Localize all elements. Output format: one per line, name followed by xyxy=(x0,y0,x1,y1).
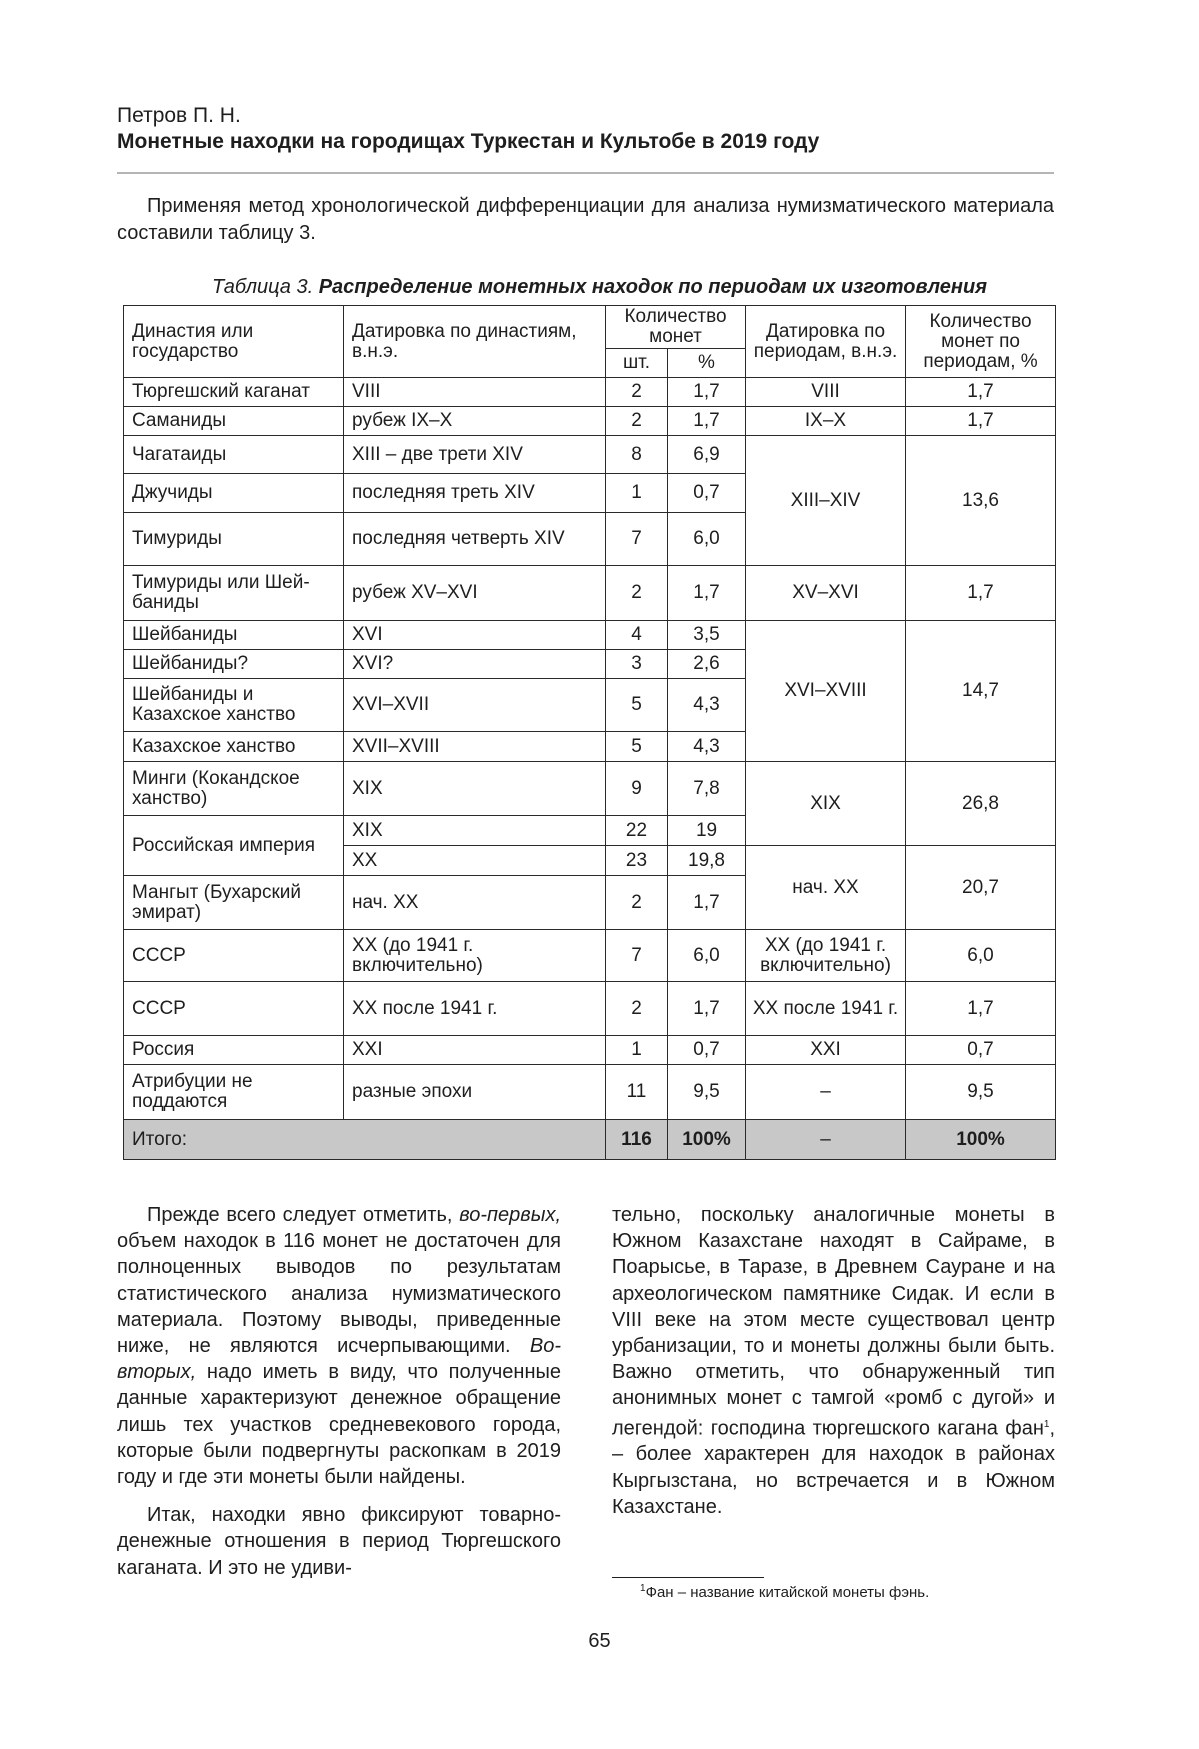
running-header-author: Петров П. Н. xyxy=(117,104,241,127)
cell-period-dating: VIII xyxy=(746,378,906,407)
text-run: тельно, поскольку аналогичные монеты в Южном Казахстане находят в Сайраме, в Поарысье, в Таразе, в Древнем Сауране и на археологическом памятнике Сидак. И если в VIII веке на этом месте существовал центр урбанизации, то и монеты должны были быть. Важно отметить, что обнаруженный тип анонимных монет с тамгой «ромб с дугой» и легендой: господина тюргешского кагана фан xyxy=(612,1204,1055,1440)
cell-dynasty: Шейбаниды xyxy=(124,621,344,650)
header-dating-period: Датировка по периодам, в.н.э. xyxy=(746,306,906,378)
cell-pct: 1,7 xyxy=(668,876,746,930)
footnote-text: Фан – название китайской монеты фэнь. xyxy=(645,1584,930,1601)
cell-pct: 2,6 xyxy=(668,650,746,679)
cell-pct: 0,7 xyxy=(668,1036,746,1065)
total-count-period: 100% xyxy=(906,1120,1056,1160)
text-run: , – более характерен для находок в районах Кыргызстана, но встречается и в Южном Казахстане. xyxy=(612,1417,1055,1518)
cell-pcs: 2 xyxy=(606,876,668,930)
table-header-row xyxy=(124,306,1056,349)
cell-dating: разные эпохи xyxy=(344,1065,606,1120)
table-row xyxy=(124,930,1056,982)
table-row xyxy=(124,436,1056,474)
cell-pcs: 2 xyxy=(606,982,668,1036)
cell-period-dating: XIII–XIV xyxy=(746,436,906,566)
cell-period-pct: 20,7 xyxy=(906,846,1056,930)
footnote-reference[interactable]: 1 xyxy=(1043,1418,1050,1430)
cell-dating: XIX xyxy=(344,762,606,816)
paragraph xyxy=(612,1202,1055,1520)
header-count: Количество монет xyxy=(606,306,746,349)
cell-period-dating: XIX xyxy=(746,762,906,846)
cell-dating: XX xyxy=(344,846,606,876)
cell-pct: 6,9 xyxy=(668,436,746,474)
cell-dating: последняя четверть XIV xyxy=(344,513,606,566)
table-caption-title: Распределение монетных находок по периодам их изготовления xyxy=(318,276,987,298)
table-row xyxy=(124,982,1056,1036)
cell-pcs: 1 xyxy=(606,474,668,513)
intro-paragraph: Применяя метод хронологической дифференциации для анализа нумизматического материала составили таблицу 3. xyxy=(117,195,1054,244)
cell-pct: 19 xyxy=(668,816,746,846)
text-run: объем находок в 116 монет не достаточен для полноценных выводов по результатам статистического анализа нумизматического материала. Поэтому выводы, приведенные ниже, не являются исчерпывающими. xyxy=(117,1230,561,1358)
header-dynasty: Династия или государство xyxy=(124,306,344,378)
total-label: Итого: xyxy=(124,1120,606,1160)
table-row xyxy=(124,407,1056,436)
cell-period-dating: XVI–XVIII xyxy=(746,621,906,762)
cell-pcs: 7 xyxy=(606,513,668,566)
cell-dynasty: Тюргешский каганат xyxy=(124,378,344,407)
cell-dynasty: Казахское ханство xyxy=(124,732,344,762)
table-row xyxy=(124,762,1056,816)
cell-pcs: 2 xyxy=(606,407,668,436)
header-divider xyxy=(117,172,1054,174)
header-count-period: Количество монет по периодам, % xyxy=(906,306,1056,378)
cell-dynasty: СССР xyxy=(124,982,344,1036)
table-row xyxy=(124,566,1056,621)
cell-dating: XXI xyxy=(344,1036,606,1065)
cell-pcs: 22 xyxy=(606,816,668,846)
cell-period-pct: 1,7 xyxy=(906,407,1056,436)
cell-pct: 1,7 xyxy=(668,407,746,436)
cell-pcs: 8 xyxy=(606,436,668,474)
table-caption-label: Таблица 3. xyxy=(212,276,314,298)
footnote xyxy=(640,1583,929,1601)
cell-period-pct: 0,7 xyxy=(906,1036,1056,1065)
table-row xyxy=(124,1036,1056,1065)
cell-period-pct: 1,7 xyxy=(906,566,1056,621)
cell-pcs: 5 xyxy=(606,732,668,762)
total-pct: 100% xyxy=(668,1120,746,1160)
header-pct: % xyxy=(668,349,746,378)
footnote-divider xyxy=(612,1577,764,1578)
cell-period-dating: – xyxy=(746,1065,906,1120)
total-pcs: 116 xyxy=(606,1120,668,1160)
cell-pcs: 4 xyxy=(606,621,668,650)
emphasis: Во-вторых, xyxy=(117,1335,561,1384)
cell-dating: XX после 1941 г. xyxy=(344,982,606,1036)
cell-dating: XVI–XVII xyxy=(344,679,606,732)
cell-dating: XVI xyxy=(344,621,606,650)
table-caption xyxy=(0,276,1199,299)
page-number: 65 xyxy=(588,1630,611,1652)
table-total-row xyxy=(124,1120,1056,1160)
cell-period-dating: нач. XX xyxy=(746,846,906,930)
cell-dating: нач. XX xyxy=(344,876,606,930)
cell-pcs: 9 xyxy=(606,762,668,816)
header-pcs: шт. xyxy=(606,349,668,378)
cell-dynasty: Минги (Кокандское ханство) xyxy=(124,762,344,816)
emphasis: во-первых, xyxy=(459,1204,561,1226)
cell-pct: 6,0 xyxy=(668,930,746,982)
cell-pcs: 23 xyxy=(606,846,668,876)
cell-period-dating: XX (до 1941 г. включительно) xyxy=(746,930,906,982)
cell-dating: последняя треть XIV xyxy=(344,474,606,513)
cell-pct: 7,8 xyxy=(668,762,746,816)
cell-dynasty: Чагатаиды xyxy=(124,436,344,474)
cell-period-dating: XX после 1941 г. xyxy=(746,982,906,1036)
table-row xyxy=(124,621,1056,650)
cell-pct: 6,0 xyxy=(668,513,746,566)
cell-dynasty: Джучиды xyxy=(124,474,344,513)
cell-dynasty: Российская империя xyxy=(124,816,344,876)
cell-period-pct: 1,7 xyxy=(906,378,1056,407)
total-dating: – xyxy=(746,1120,906,1160)
cell-dynasty: Тимуриды или Шей-баниды xyxy=(124,566,344,621)
cell-pct: 0,7 xyxy=(668,474,746,513)
cell-pcs: 2 xyxy=(606,566,668,621)
cell-dating: XIII – две трети XIV xyxy=(344,436,606,474)
cell-dynasty: Атрибуции не поддаются xyxy=(124,1065,344,1120)
cell-period-dating: XV–XVI xyxy=(746,566,906,621)
table-row xyxy=(124,378,1056,407)
cell-pct: 4,3 xyxy=(668,679,746,732)
running-header-title: Монетные находки на городищах Туркестан и Культобе в 2019 году xyxy=(117,130,820,153)
cell-pct: 9,5 xyxy=(668,1065,746,1120)
body-column-left xyxy=(117,1202,561,1581)
cell-dynasty: Саманиды xyxy=(124,407,344,436)
cell-dating: рубеж IX–X xyxy=(344,407,606,436)
cell-dynasty: Тимуриды xyxy=(124,513,344,566)
cell-pcs: 5 xyxy=(606,679,668,732)
text-run: Прежде всего следует отметить, xyxy=(147,1204,460,1226)
coin-distribution-table xyxy=(123,305,1056,1160)
cell-period-dating: IX–X xyxy=(746,407,906,436)
cell-period-pct: 9,5 xyxy=(906,1065,1056,1120)
cell-period-dating: XXI xyxy=(746,1036,906,1065)
footnote-mark: 1 xyxy=(640,1583,646,1594)
cell-pct: 19,8 xyxy=(668,846,746,876)
cell-dating: XIX xyxy=(344,816,606,846)
cell-dating: рубеж XV–XVI xyxy=(344,566,606,621)
cell-dynasty: Шейбаниды и Казахское ханство xyxy=(124,679,344,732)
cell-pct: 1,7 xyxy=(668,566,746,621)
cell-dating: XX (до 1941 г. включительно) xyxy=(344,930,606,982)
cell-period-pct: 26,8 xyxy=(906,762,1056,846)
cell-period-pct: 14,7 xyxy=(906,621,1056,762)
cell-dating: VIII xyxy=(344,378,606,407)
cell-pct: 1,7 xyxy=(668,378,746,407)
cell-dating: XVI? xyxy=(344,650,606,679)
cell-dynasty: СССР xyxy=(124,930,344,982)
cell-pct: 4,3 xyxy=(668,732,746,762)
cell-pcs: 11 xyxy=(606,1065,668,1120)
paragraph: Итак, находки явно фиксируют товарно-денежные отношения в период Тюргешского каганата. И это не удиви- xyxy=(117,1504,561,1579)
cell-pct: 1,7 xyxy=(668,982,746,1036)
cell-dynasty: Шейбаниды? xyxy=(124,650,344,679)
cell-period-pct: 6,0 xyxy=(906,930,1056,982)
header-dating-dynasty: Датировка по династиям, в.н.э. xyxy=(344,306,606,378)
paragraph xyxy=(117,1202,561,1490)
cell-pct: 3,5 xyxy=(668,621,746,650)
cell-pcs: 1 xyxy=(606,1036,668,1065)
cell-period-pct: 13,6 xyxy=(906,436,1056,566)
text-run: надо иметь в виду, что полученные данные характеризуют денежное обращение лишь тех участков средневекового города, которые были подвергнуты раскопкам в 2019 году и где эти монеты были найдены. xyxy=(117,1361,561,1489)
cell-dynasty: Мангыт (Бухарский эмират) xyxy=(124,876,344,930)
table-row xyxy=(124,1065,1056,1120)
body-column-right xyxy=(612,1202,1055,1520)
cell-pcs: 7 xyxy=(606,930,668,982)
cell-pcs: 2 xyxy=(606,378,668,407)
cell-dating: XVII–XVIII xyxy=(344,732,606,762)
cell-dynasty: Россия xyxy=(124,1036,344,1065)
cell-pcs: 3 xyxy=(606,650,668,679)
cell-period-pct: 1,7 xyxy=(906,982,1056,1036)
